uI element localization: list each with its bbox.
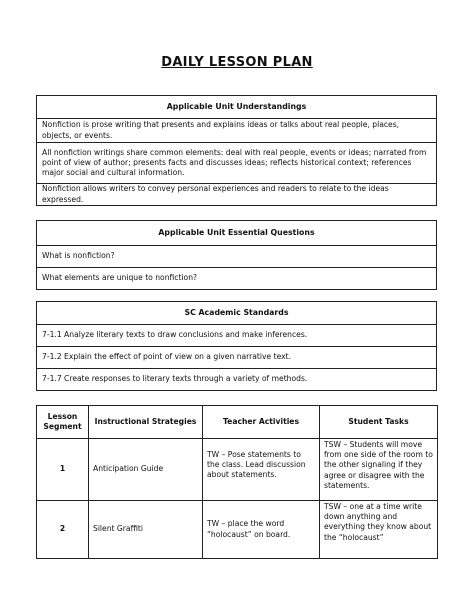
questions-header: Applicable Unit Essential Questions <box>158 227 315 237</box>
strategy-cell: Silent Graffiti <box>89 501 203 559</box>
teacher-column-header: Teacher Activities <box>203 406 320 439</box>
strategies-column-header: Instructional Strategies <box>89 406 203 439</box>
segment-number: 1 <box>37 439 89 501</box>
standards-header: SC Academic Standards <box>184 307 289 317</box>
questions-table <box>36 220 437 290</box>
student-column-header: Student Tasks <box>320 406 438 439</box>
understanding-row: All nonfiction writings share common elements: deal with real people, events or ideas; narrated from point of view of author; presents facts and discusses ideas; reflects historical context; references major social and cultural information. <box>37 142 436 183</box>
table-row <box>37 501 438 559</box>
student-task-cell: TSW – one at a time write down anything and everything they know about the “holocaust” <box>320 501 438 559</box>
understandings-header: Applicable Unit Understandings <box>166 101 307 111</box>
page-title: DAILY LESSON PLAN <box>161 55 313 70</box>
understanding-row: Nonfiction is prose writing that presents and explains ideas or talks about real people, places, objects, or events. <box>37 118 436 142</box>
standard-row: 7-1.1 Analyze literary texts to draw conclusions and make inferences. <box>37 324 436 346</box>
question-row: What is nonfiction? <box>37 245 436 267</box>
segment-number: 2 <box>37 501 89 559</box>
understandings-table <box>36 95 437 206</box>
strategy-cell: Anticipation Guide <box>89 439 203 501</box>
standards-table <box>36 301 437 391</box>
lesson-segments-table <box>36 405 438 559</box>
question-row: What elements are unique to nonfiction? <box>37 267 436 289</box>
standard-row: 7-1.2 Explain the effect of point of view on a given narrative text. <box>37 346 436 368</box>
student-task-cell: TSW – Students will move from one side of the room to the other signaling if they agree or disagree with the statements. <box>320 439 438 501</box>
understanding-row: Nonfiction allows writers to convey personal experiences and readers to relate to the ideas expressed. <box>37 183 436 205</box>
standard-row: 7-1.7 Create responses to literary texts through a variety of methods. <box>37 368 436 390</box>
table-row <box>37 439 438 501</box>
teacher-activity-cell: TW – Pose statements to the class. Lead discussion about statements. <box>203 439 320 501</box>
teacher-activity-cell: TW – place the word “holocaust” on board. <box>203 501 320 559</box>
segment-column-header: Lesson Segment <box>37 406 89 439</box>
lesson-header-row <box>37 406 438 439</box>
